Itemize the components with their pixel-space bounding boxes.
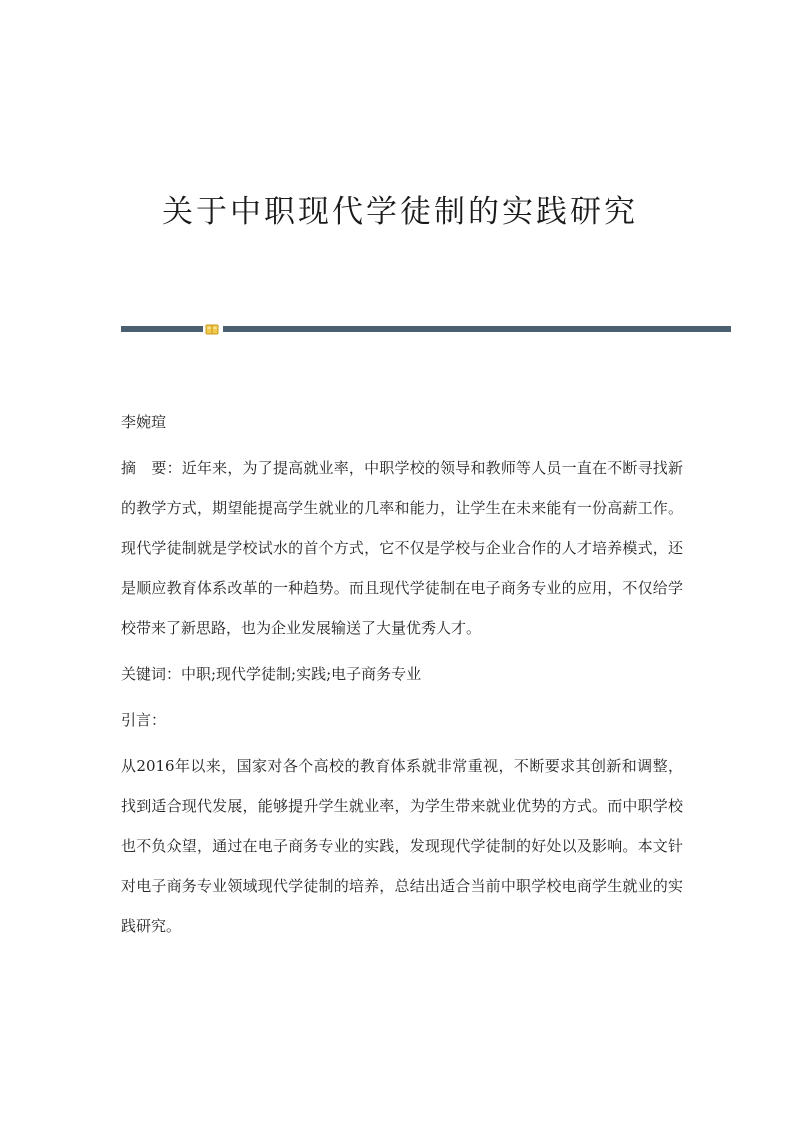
title-divider-right [223,326,731,332]
intro-heading: 引言： [121,711,167,729]
title-divider-left [121,326,203,332]
book-icon [205,322,219,336]
intro-paragraph: 从2016年以来，国家对各个高校的教育体系就非常重视，不断要求其创新和调整，找到适合现代发展，能够提升学生就业率，为学生带来就业优势的方式。而中职学校也不负众望，通过在电子商务专业的实践，发现现代学徒制的好处以及影响。本文针对电子商务专业领域现代学徒制的培养，总结出适合当前中职学校电商学生就业的实践研究。 [121,757,683,935]
document-body [121,402,683,952]
abstract-paragraph: 摘 要：近年来，为了提高就业率，中职学校的领导和教师等人员一直在不断寻找新的教学方式，期望能提高学生就业的几率和能力，让学生在未来能有一份高薪工作。现代学徒制就是学校试水的首个方式，它不仅是学校与企业合作的人才培养模式，还是顺应教育体系改革的一种趋势。而且现代学徒制在电子商务专业的应用，不仅给学校带来了新思路，也为企业发展输送了大量优秀人才。 [121,459,683,637]
document-title: 关于中职现代学徒制的实践研究 [162,194,638,230]
keywords-line: 关键词：中职;现代学徒制;实践;电子商务专业 [121,665,422,683]
author-name: 李婉瑄 [121,413,167,431]
